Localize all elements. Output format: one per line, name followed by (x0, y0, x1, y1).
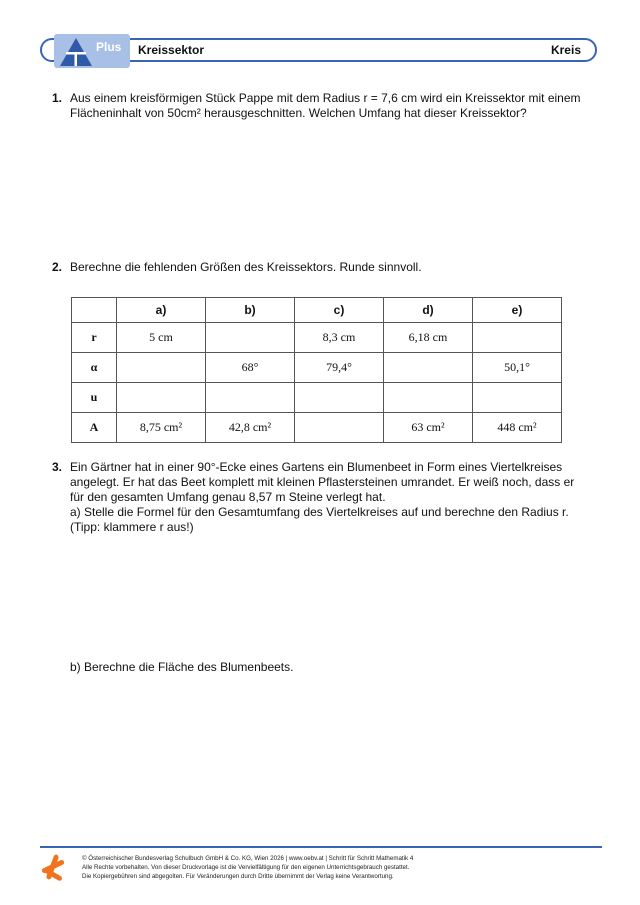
row-header: α (72, 353, 117, 383)
table-row (72, 383, 562, 413)
task-1 (52, 91, 612, 123)
table-cell: 6,18 cm (384, 323, 473, 353)
task-3 (52, 460, 612, 540)
table-cell (295, 413, 384, 443)
table-cell (473, 383, 562, 413)
table-cell (206, 323, 295, 353)
footer-divider (40, 846, 602, 848)
footer-line: © Österreichischer Bundesverlag Schulbuch GmbH & Co. KG, Wien 2026 | www.oebv.at | Schritt für Schritt Mathematik 4 (82, 855, 414, 862)
task-line: Aus einem kreisförmigen Stück Pappe mit dem Radius r = 7,6 cm wird ein Kreissektor mit einem (70, 91, 581, 105)
table-cell (117, 383, 206, 413)
table-cell: 42,8 cm² (206, 413, 295, 443)
task-line: Flächeninhalt von 50cm² herausgeschnitten. Welchen Umfang hat dieser Kreissektor? (70, 106, 527, 120)
worksheet-title: Kreissektor (138, 43, 205, 57)
worksheet-topic: Kreis (550, 43, 581, 57)
task-line: (Tipp: klammere r aus!) (70, 520, 194, 534)
column-header: e) (473, 298, 562, 323)
footer-line: Alle Rechte vorbehalten. Von dieser Druckvorlage ist die Vervielfältigung für den eigenen Unterrichtsgebrauch gestattet. (82, 864, 410, 871)
table-cell: 63 cm² (384, 413, 473, 443)
row-header: A (72, 413, 117, 443)
table-cell (117, 353, 206, 383)
task-line: a) Stelle die Formel für den Gesamtumfang des Viertelkreises auf und berechne den Radius r. (70, 505, 569, 519)
table-cell (206, 383, 295, 413)
row-header: u (72, 383, 117, 413)
table-cell: 8,75 cm² (117, 413, 206, 443)
logo-text: Plus (96, 40, 122, 54)
table-cell (384, 353, 473, 383)
publisher-logo-icon (40, 852, 66, 882)
task-number: 2. (52, 260, 63, 274)
task-number: 3. (52, 460, 63, 474)
task-text: Berechne die fehlenden Größen des Kreissektors. Runde sinnvoll. (70, 260, 422, 274)
table-cell: 448 cm² (473, 413, 562, 443)
table-cell: 5 cm (117, 323, 206, 353)
table-row (72, 413, 562, 443)
table-cell: 8,3 cm (295, 323, 384, 353)
plus-logo (54, 34, 130, 68)
column-header: b) (206, 298, 295, 323)
column-header: a) (117, 298, 206, 323)
task-line: Ein Gärtner hat in einer 90°-Ecke eines Gartens ein Blumenbeet in Form eines Viertelkreises (70, 460, 563, 474)
table-row (72, 353, 562, 383)
table-cell: 68° (206, 353, 295, 383)
table-cell (384, 383, 473, 413)
column-header: d) (384, 298, 473, 323)
task-2 (52, 260, 612, 276)
sector-table (71, 297, 562, 443)
column-header (72, 298, 117, 323)
table-cell (295, 383, 384, 413)
row-header: r (72, 323, 117, 353)
task-line: angelegt. Er hat das Beet komplett mit kleinen Pflastersteinen umrandet. Er weiß noch, dass er (70, 475, 575, 489)
table-cell: 50,1° (473, 353, 562, 383)
table-cell (473, 323, 562, 353)
footer-text (82, 854, 413, 881)
task-3b (52, 660, 612, 676)
task-text (70, 91, 581, 121)
task-line: für den gesamten Umfang genau 8,57 m Steine verlegt hat. (70, 490, 386, 504)
task-text: b) Berechne die Fläche des Blumenbeets. (70, 660, 294, 674)
task-text (70, 460, 574, 535)
table-header-row (72, 298, 562, 323)
footer-line: Die Kopiergebühren sind abgegolten. Für Veränderungen durch Dritte übernimmt der Verlag keine Verantwortung. (82, 873, 394, 880)
table-cell: 79,4° (295, 353, 384, 383)
table-row (72, 323, 562, 353)
task-number: 1. (52, 91, 63, 105)
column-header: c) (295, 298, 384, 323)
